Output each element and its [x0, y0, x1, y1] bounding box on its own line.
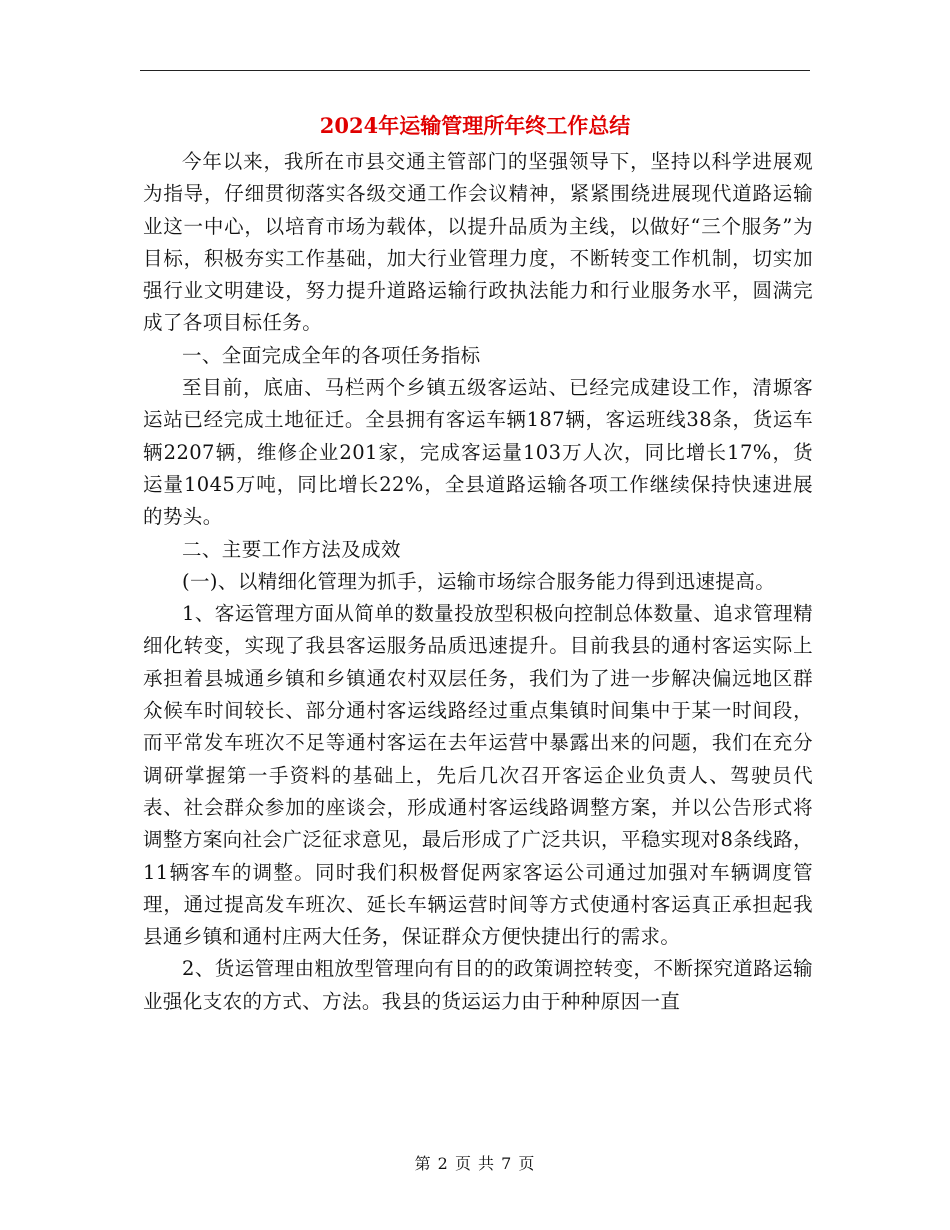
section-heading: 一、全面完成全年的各项任务指标 — [182, 343, 481, 367]
body-paragraph: 至目前，底庙、马栏两个乡镇五级客运站、已经完成建设工作，清塬客运站已经完成土地征迁。全县拥有客运车辆187辆，客运班线38条，货运车辆2207辆，维修企业201家，完成客运量103万人次，同比增长17%，货运量1045万吨，同比增长22%，全县道路运输各项工作继续保持快速进展的势头。 — [143, 376, 813, 529]
document-title: 2024年运输管理所年终工作总结 — [319, 113, 631, 138]
body-paragraph: 今年以来，我所在市县交通主管部门的坚强领导下，坚持以科学进展观为指导，仔细贯彻落实各级交通工作会议精神，紧紧围绕进展现代道路运输业这一中心，以培育市场为载体，以提升品质为主线，以做好“三个服务”为目标，积极夯实工作基础，加大行业管理力度，不断转变工作机制，切实加强行业文明建设，努力提升道路运输行政执法能力和行业服务水平，圆满完成了各项目标任务。 — [143, 150, 813, 335]
section-heading: 二、主要工作方法及成效 — [182, 537, 401, 561]
body-paragraph: 2、货运管理由粗放型管理向有目的的政策调控转变，不断探究道路运输业强化支农的方式、方法。我县的货运运力由于种种原因一直 — [143, 957, 813, 1013]
body-paragraph: 1、客运管理方面从简单的数量投放型积极向控制总体数量、追求管理精细化转变，实现了我县客运服务品质迅速提升。目前我县的通村客运实际上承担着县城通乡镇和乡镇通农村双层任务，我们为了进一步解决偏远地区群众候车时间较长、部分通村客运线路经过重点集镇时间集中于某一时间段，而平常发车班次不足等通村客运在去年运营中暴露出来的问题，我们在充分调研掌握第一手资料的基础上，先后几次召开客运企业负责人、驾驶员代表、社会群众参加的座谈会，形成通村客运线路调整方案，并以公告形式将调整方案向社会广泛征求意见，最后形成了广泛共识，平稳实现对8条线路，11辆客车的调整。同时我们积极督促两家客运公司通过加强对车辆调度管理，通过提高发车班次、延长车辆运营时间等方式使通村客运真正承担起我县通乡镇和通村庄两大任务，保证群众方便快捷出行的需求。 — [143, 602, 813, 949]
page-number: 第 2 页 共 7 页 — [414, 1154, 536, 1173]
document-body — [143, 146, 813, 1018]
subsection-heading: (一)、以精细化管理为抓手，运输市场综合服务能力得到迅速提高。 — [182, 569, 776, 593]
header-rule — [140, 70, 810, 71]
